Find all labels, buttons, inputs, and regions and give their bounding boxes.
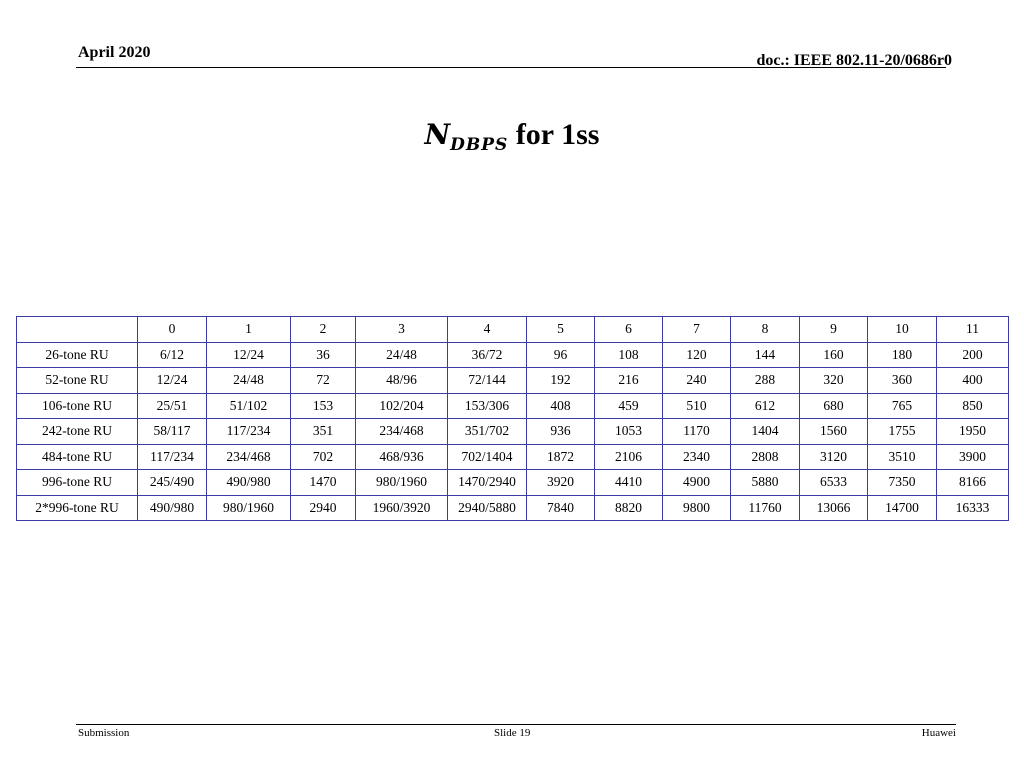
table-cell: 490/980 (138, 495, 207, 521)
table-cell: 1755 (868, 419, 937, 445)
row-label: 2*996-tone RU (17, 495, 138, 521)
row-label: 26-tone RU (17, 342, 138, 368)
row-label: 106-tone RU (17, 393, 138, 419)
table-cell: 1960/3920 (356, 495, 448, 521)
table-cell: 51/102 (207, 393, 291, 419)
column-header: 0 (138, 317, 207, 343)
table-cell: 180 (868, 342, 937, 368)
table-row (17, 393, 1009, 419)
slide-title (0, 118, 1024, 155)
table-cell: 765 (868, 393, 937, 419)
column-header: 2 (291, 317, 356, 343)
table-cell: 3120 (800, 444, 868, 470)
table-cell: 11760 (731, 495, 800, 521)
column-header: 7 (663, 317, 731, 343)
table-cell: 980/1960 (207, 495, 291, 521)
table-cell: 108 (595, 342, 663, 368)
table-cell: 510 (663, 393, 731, 419)
table-cell: 1404 (731, 419, 800, 445)
footer-submission: Submission (78, 727, 130, 739)
table-cell: 1872 (527, 444, 595, 470)
table-cell: 144 (731, 342, 800, 368)
header-doc-id: doc.: IEEE 802.11-20/0686r0 (756, 52, 952, 69)
table-cell: 468/936 (356, 444, 448, 470)
table-cell: 240 (663, 368, 731, 394)
table-cell: 5880 (731, 470, 800, 496)
table-cell: 351 (291, 419, 356, 445)
footer-divider (76, 724, 956, 725)
table-cell: 120 (663, 342, 731, 368)
table-cell: 25/51 (138, 393, 207, 419)
table-cell: 3510 (868, 444, 937, 470)
table-cell: 13066 (800, 495, 868, 521)
header-date: April 2020 (78, 44, 151, 61)
column-header: 11 (937, 317, 1009, 343)
table-row (17, 368, 1009, 394)
row-label: 52-tone RU (17, 368, 138, 394)
table-row (17, 470, 1009, 496)
table-cell: 702 (291, 444, 356, 470)
table-cell: 200 (937, 342, 1009, 368)
column-header: 6 (595, 317, 663, 343)
table-row (17, 342, 1009, 368)
column-header: 10 (868, 317, 937, 343)
column-header: 4 (448, 317, 527, 343)
column-header: 5 (527, 317, 595, 343)
table-cell: 24/48 (207, 368, 291, 394)
table-cell: 850 (937, 393, 1009, 419)
table-cell: 72 (291, 368, 356, 394)
table-cell: 459 (595, 393, 663, 419)
row-label: 484-tone RU (17, 444, 138, 470)
table-cell: 96 (527, 342, 595, 368)
table-cell: 6/12 (138, 342, 207, 368)
table-cell: 351/702 (448, 419, 527, 445)
table-cell: 234/468 (207, 444, 291, 470)
table-cell: 3920 (527, 470, 595, 496)
ndbps-table (16, 316, 1009, 521)
table-cell: 320 (800, 368, 868, 394)
table-cell: 36 (291, 342, 356, 368)
table-cell: 2940 (291, 495, 356, 521)
table-cell: 1053 (595, 419, 663, 445)
table-cell: 2808 (731, 444, 800, 470)
table-cell: 12/24 (138, 368, 207, 394)
table-cell: 58/117 (138, 419, 207, 445)
table-row (17, 495, 1009, 521)
table-row (17, 419, 1009, 445)
table-cell: 153/306 (448, 393, 527, 419)
column-header: 8 (731, 317, 800, 343)
table-cell: 360 (868, 368, 937, 394)
table-cell: 1560 (800, 419, 868, 445)
table-cell: 72/144 (448, 368, 527, 394)
table-cell: 408 (527, 393, 595, 419)
table-cell: 234/468 (356, 419, 448, 445)
table-cell: 36/72 (448, 342, 527, 368)
table-cell: 6533 (800, 470, 868, 496)
title-subscript: DBPS (450, 135, 509, 155)
table-cell: 288 (731, 368, 800, 394)
row-label: 242-tone RU (17, 419, 138, 445)
table-cell: 680 (800, 393, 868, 419)
header-divider (76, 67, 946, 68)
table-cell: 160 (800, 342, 868, 368)
row-label: 996-tone RU (17, 470, 138, 496)
table-cell: 936 (527, 419, 595, 445)
table-cell: 24/48 (356, 342, 448, 368)
table-cell: 102/204 (356, 393, 448, 419)
table-cell: 12/24 (207, 342, 291, 368)
table-cell: 8166 (937, 470, 1009, 496)
footer-slide-number: Slide 19 (494, 727, 531, 739)
table-cell: 1950 (937, 419, 1009, 445)
table-header-row (17, 317, 1009, 343)
table-cell: 7350 (868, 470, 937, 496)
table-cell: 3900 (937, 444, 1009, 470)
table-cell: 8820 (595, 495, 663, 521)
table-cell: 980/1960 (356, 470, 448, 496)
column-header (17, 317, 138, 343)
table-cell: 14700 (868, 495, 937, 521)
table-cell: 1470 (291, 470, 356, 496)
table-cell: 117/234 (207, 419, 291, 445)
table-cell: 7840 (527, 495, 595, 521)
table-cell: 1470/2940 (448, 470, 527, 496)
table-cell: 153 (291, 393, 356, 419)
table-cell: 4410 (595, 470, 663, 496)
column-header: 9 (800, 317, 868, 343)
title-symbol: N (424, 118, 451, 151)
table-cell: 245/490 (138, 470, 207, 496)
table-cell: 490/980 (207, 470, 291, 496)
table-cell: 400 (937, 368, 1009, 394)
table-cell: 2340 (663, 444, 731, 470)
table-cell: 216 (595, 368, 663, 394)
column-header: 1 (207, 317, 291, 343)
table-cell: 4900 (663, 470, 731, 496)
table-cell: 9800 (663, 495, 731, 521)
table-cell: 16333 (937, 495, 1009, 521)
table-cell: 612 (731, 393, 800, 419)
table-cell: 2940/5880 (448, 495, 527, 521)
column-header: 3 (356, 317, 448, 343)
table-cell: 2106 (595, 444, 663, 470)
title-text: for 1ss (508, 118, 600, 151)
table-row (17, 444, 1009, 470)
table-cell: 117/234 (138, 444, 207, 470)
table-cell: 48/96 (356, 368, 448, 394)
table-cell: 1170 (663, 419, 731, 445)
table-cell: 192 (527, 368, 595, 394)
table-cell: 702/1404 (448, 444, 527, 470)
footer-company: Huawei (921, 727, 956, 739)
